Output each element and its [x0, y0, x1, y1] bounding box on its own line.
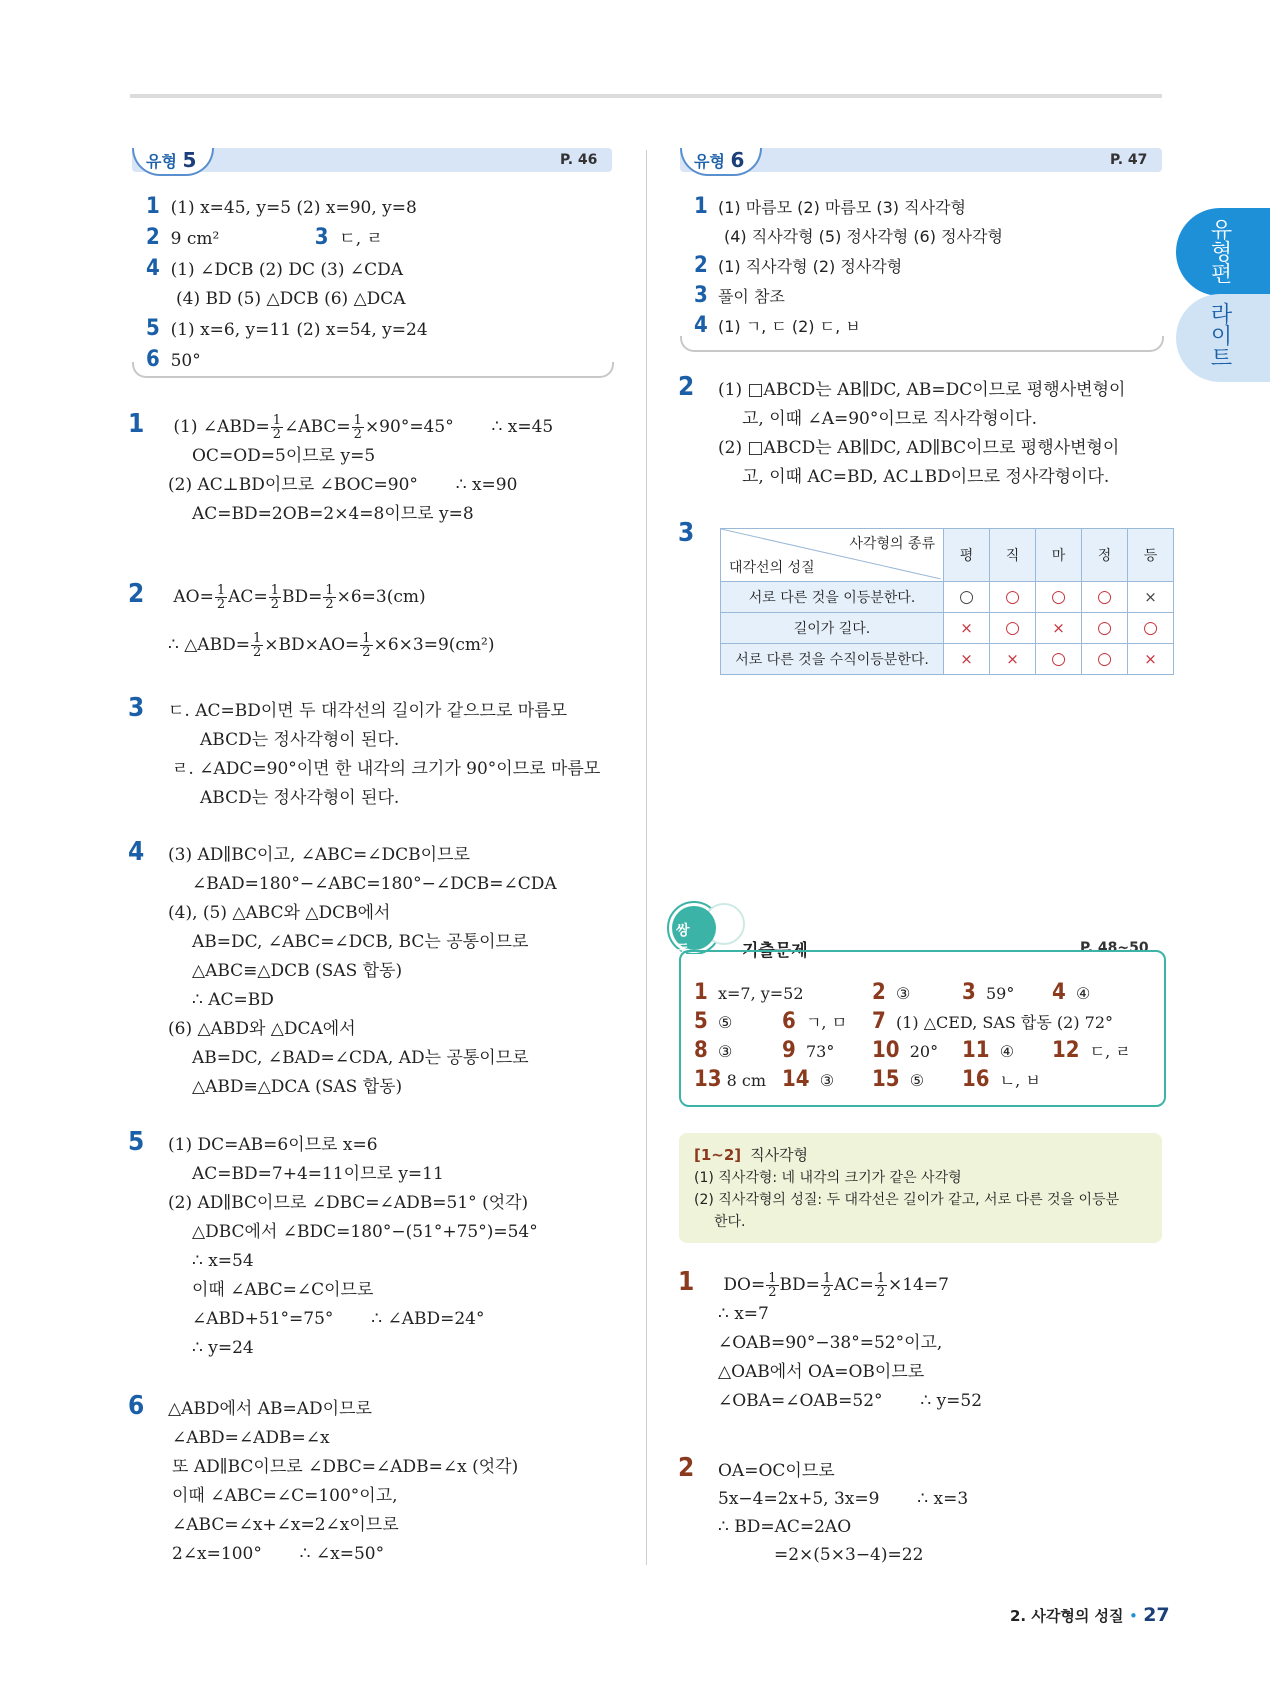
twin-badge: 쌍둥이: [676, 923, 690, 979]
left-solution-2: 2 AO= $\frac{1}{2}$ AC= $\frac{1}{2}$ BD= $\frac{1}{2}$ ×6=3(cm) ∴ △ABD= $\frac{1}{2}$ ×BD×AO= $\frac{1}{2}$ ×6×3=9(cm²): [128, 579, 495, 660]
type5-badge-label: 유형: [146, 152, 177, 171]
type6-page-ref: P. 47: [1110, 152, 1148, 168]
type6-bracket: [680, 336, 1164, 352]
table-row: [721, 582, 1174, 613]
type5-answer-row: (4) BD (5) △DCB (6) △DCA: [176, 289, 406, 309]
footer-chapter: 2. 사각형의 성질: [1010, 1607, 1124, 1625]
table-col-header: 정: [1082, 529, 1128, 582]
table-row-label: 서로 다른 것을 이등분한다.: [721, 582, 944, 613]
table-col-header: 평: [944, 529, 990, 582]
column-divider: [646, 150, 647, 1565]
type6-answer-row: 4 (1) ㄱ, ㄷ (2) ㄷ, ㅂ: [694, 313, 861, 338]
table-row: [721, 613, 1174, 644]
page-footer: [1010, 1604, 1170, 1626]
table-cell: ○: [1082, 613, 1128, 644]
type5-answer-row: 6 50°: [146, 347, 201, 372]
table-col-header: 등: [1128, 529, 1174, 582]
table-cell: ○: [990, 582, 1036, 613]
type5-badge-number: 5: [182, 148, 197, 172]
type5-page-ref: P. 46: [560, 152, 598, 168]
left-solution-1: 1 (1) ∠ABD= $\frac{1}{2}$ ∠ABC= $\frac{1}{2}$ ×90°=45° ∴ x=45 OC=OD=5이므로 y=5 (2) AC⊥BD이므로 ∠BOC=90° ∴ x=90 AC=BD=2OB=2×4=8이므로 y=8: [128, 409, 554, 524]
table-cell: ×: [1128, 582, 1174, 613]
twin-title: 기출문제: [742, 941, 808, 961]
table-cell: ○: [990, 613, 1036, 644]
side-tab-light-label: 라이트: [1207, 302, 1232, 368]
type6-answer-row: 3 풀이 참조: [694, 283, 785, 308]
twin-answer-grid: 1 x=7, y=52 2 ③ 3 59° 4 ④ 5 ⑤ 6 ㄱ, ㅁ 7 (1) △CED, SAS 합동 (2) 72° 8 ③ 9 73° 10 20° 11 ④ 12 ㄷ, ㄹ 13 8 cm 14 ③ 15 ⑤ 16 ㄴ, ㅂ: [694, 980, 1131, 1092]
side-tab-type[interactable]: [1176, 208, 1270, 296]
twin-page-ref: P. 48~50: [1080, 940, 1149, 956]
right-solution-3-number: 3: [678, 518, 695, 548]
type6-answer-row: (4) 직사각형 (5) 정사각형 (6) 정사각형: [724, 227, 1003, 246]
table-cell: ×: [944, 613, 990, 644]
table-cell: ○: [1082, 582, 1128, 613]
type6-answer-list: [694, 192, 1164, 341]
footer-dot: •: [1128, 1607, 1138, 1625]
diagonal-property-table: [720, 528, 1174, 675]
table-cell: ○: [1082, 644, 1128, 675]
type5-answer-row: 5 (1) x=6, y=11 (2) x=54, y=24: [146, 316, 428, 341]
side-tab-light[interactable]: [1176, 294, 1270, 382]
type5-answer-row: 2 9 cm² 3 ㄷ, ㄹ: [146, 225, 383, 250]
type5-answer-list: [146, 192, 616, 376]
left-solution-3: 3 ㄷ. AC=BD이면 두 대각선의 길이가 같으므로 마름모 ABCD는 정사각형이 된다. ㄹ. ∠ADC=90°이면 한 내각의 크기가 90°이므로 마름모 ABCD는 정사각형이 된다.: [128, 693, 601, 808]
left-solution-5: 5 (1) DC=AB=6이므로 x=6 AC=BD=7+4=11이므로 y=11 (2) AD∥BC이므로 ∠DBC=∠ADB=51° (엇각) △DBC에서 ∠BDC=180°−(51°+75°)=54° ∴ x=54 이때 ∠ABC=∠C이므로 ∠ABD+51°=75° ∴ ∠ABD=24° ∴ y=24: [128, 1127, 538, 1358]
type5-bracket: [132, 362, 614, 378]
left-solution-4: 4 (3) AD∥BC이고, ∠ABC=∠DCB이므로 ∠BAD=180°−∠ABC=180°−∠DCB=∠CDA (4), (5) △ABC와 △DCB에서 AB=DC, ∠ABC=∠DCB, BC는 공통이므로 △ABC≡△DCB (SAS 합동) ∴ AC=BD (6) △ABD와 △DCA에서 AB=DC, ∠BAD=∠CDA, AD는 공통이므로 △ABD≡△DCA (SAS 합동): [128, 837, 557, 1097]
left-solution-6: 6 △ABD에서 AB=AD이므로 ∠ABD=∠ADB=∠x 또 AD∥BC이므로 ∠DBC=∠ADB=∠x (엇각) 이때 ∠ABC=∠C=100°이고, ∠ABC=∠x+∠x=2∠x이므로 2∠x=100° ∴ ∠x=50°: [128, 1391, 519, 1564]
table-corner-bottom: 대각선의 성질: [729, 560, 815, 576]
table-cell: ×: [1128, 644, 1174, 675]
note-tag: [1~2]: [694, 1146, 742, 1164]
type6-badge-number: 6: [730, 148, 745, 172]
table-cell: ×: [1036, 613, 1082, 644]
twin-solution-1: 1 DO= $\frac{1}{2}$ BD= $\frac{1}{2}$ AC= $\frac{1}{2}$ ×14=7 ∴ x=7 ∠OAB=90°−38°=52°이고, △OAB에서 OA=OB이므로 ∠OBA=∠OAB=52° ∴ y=52: [678, 1267, 983, 1411]
table-row-label: 길이가 길다.: [721, 613, 944, 644]
table-col-header: 마: [1036, 529, 1082, 582]
top-rule: [130, 94, 1162, 98]
type5-answer-row: 1 (1) x=45, y=5 (2) x=90, y=8: [146, 194, 417, 219]
page-number: 27: [1143, 1604, 1170, 1626]
table-cell: ×: [944, 644, 990, 675]
table-cell: ○: [1036, 644, 1082, 675]
concept-note: [1~2] 직사각형 (1) 직사각형: 네 내각의 크기가 같은 사각형 (2) 직사각형의 성질: 두 대각선은 길이가 같고, 서로 다른 것을 이등분 한다.: [694, 1146, 1120, 1230]
side-tab-type-label: 유형편: [1207, 218, 1232, 284]
type6-badge-label: 유형: [694, 152, 725, 171]
table-cell: ○: [1128, 613, 1174, 644]
table-corner-cell: [721, 529, 944, 582]
right-solution-2: 2 (1) □ABCD는 AB∥DC, AB=DC이므로 평행사변형이 고, 이때 ∠A=90°이므로 직사각형이다. (2) □ABCD는 AB∥DC, AD∥BC이므로 평행사변형이 고, 이때 AC=BD, AC⊥BD이므로 정사각형이다.: [678, 372, 1126, 487]
type5-answer-row: 4 (1) ∠DCB (2) DC (3) ∠CDA: [146, 256, 404, 281]
table-cell: ○: [1036, 582, 1082, 613]
twin-solution-2: 2 OA=OC이므로 5x−4=2x+5, 3x=9 ∴ x=3 ∴ BD=AC=2AO =2×(5×3−4)=22: [678, 1453, 969, 1565]
table-row: [721, 644, 1174, 675]
note-title: 직사각형: [750, 1146, 809, 1164]
table-row-label: 서로 다른 것을 수직이등분한다.: [721, 644, 944, 675]
table-cell: ×: [990, 644, 1036, 675]
table-cell: ○: [944, 582, 990, 613]
type6-answer-row: 2 (1) 직사각형 (2) 정사각형: [694, 253, 903, 278]
type6-answer-row: 1 (1) 마름모 (2) 마름모 (3) 직사각형: [694, 194, 966, 219]
table-col-header: 직: [990, 529, 1036, 582]
table-corner-top: 사각형의 종류: [849, 536, 935, 552]
